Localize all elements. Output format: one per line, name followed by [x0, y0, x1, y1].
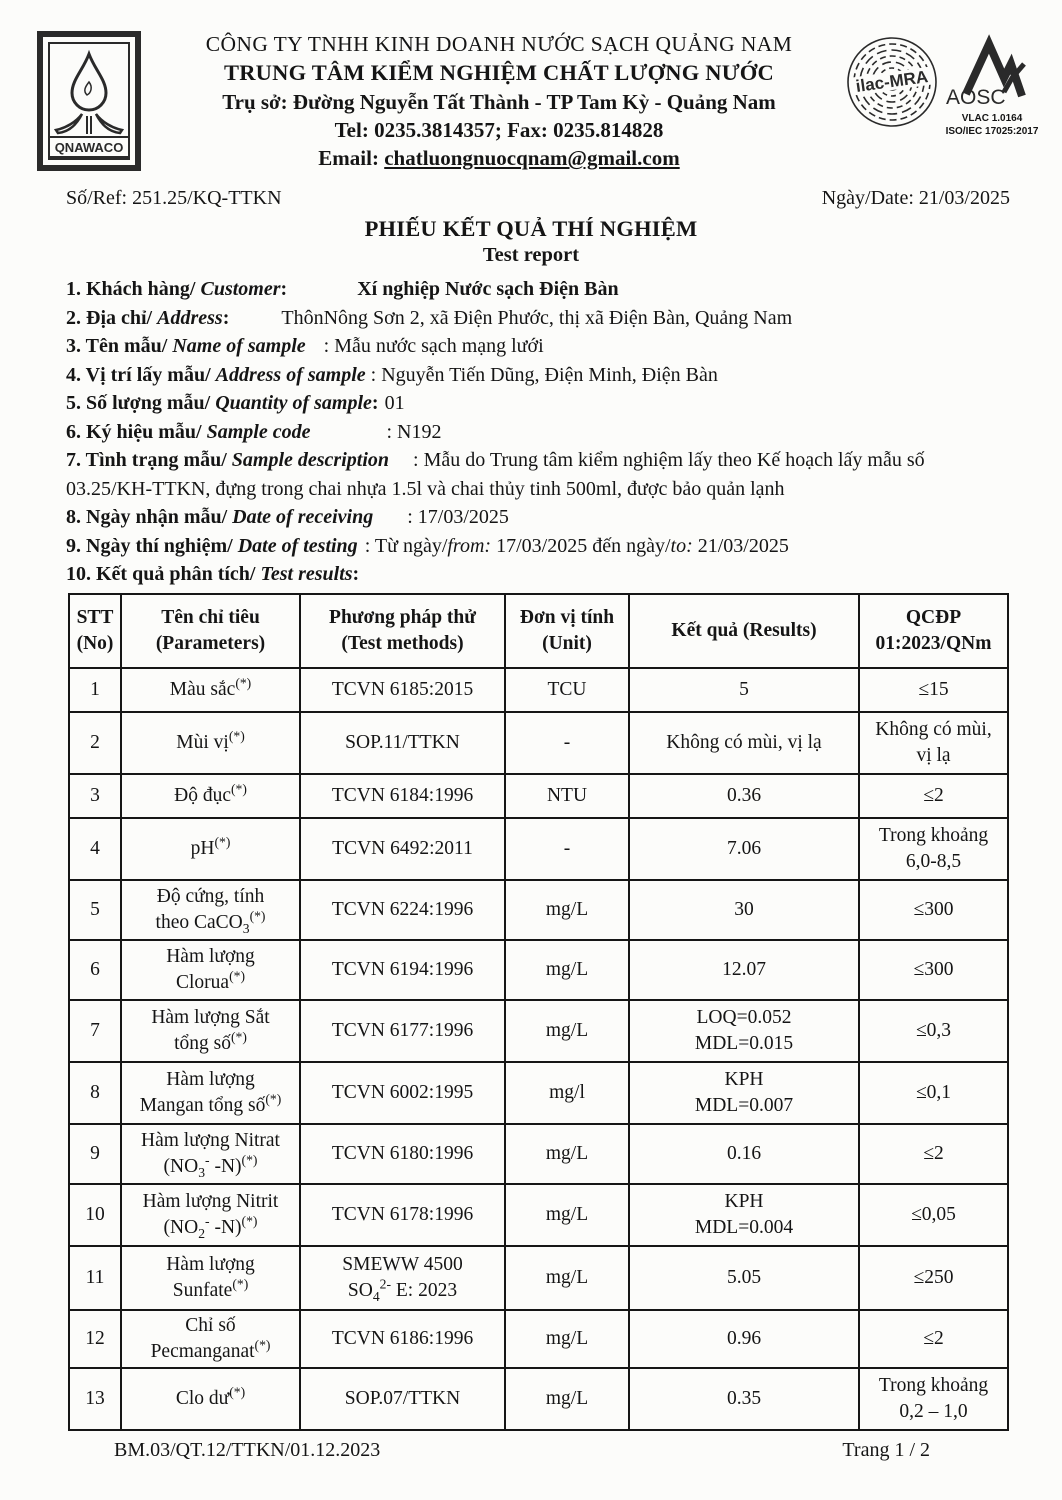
results-heading: 10. Kết quả phân tích/ Test results:: [66, 563, 360, 585]
table-row: 9 Hàm lượng Nitrat ($NO_3^-$ -N)(*) TCVN 6180:1996 mg/L 0.16 ≤2: [69, 1124, 1008, 1184]
col-header-param: Tên chỉ tiêu (Parameters): [121, 594, 300, 668]
info-sample-description: 7. Tình trạng mẫu/ Sample description : Mẫu do Trung tâm kiểm nghiệm lấy theo Kế hoạch lấy mẫu số 03.25/KH-TTKN, đựng trong chai nhựa 1.5l và chai thủy tinh 500ml, được bảo quản lạnh: [66, 449, 925, 500]
report-ref-number: Số/Ref: 251.25/KQ-TTKN: [66, 187, 282, 209]
info-sample-name: 3. Tên mẫu/ Name of sample : Mẫu nước sạch mạng lưới: [66, 335, 544, 357]
page-number: Trang 1 / 2: [842, 1439, 930, 1461]
qnawaco-logo-icon: [36, 30, 142, 172]
form-code: BM.03/QT.12/TTKN/01.12.2023: [114, 1439, 381, 1461]
col-header-stt: STT (No): [69, 594, 121, 668]
table-row: 3 Độ đục(*) TCVN 6184:1996 NTU 0.36 ≤2: [69, 774, 1008, 818]
title-block: [0, 216, 1062, 267]
sample-info-list: [0, 267, 1062, 589]
tel-fax-line: Tel: 0235.3814357; Fax: 0235.814828: [334, 118, 664, 142]
table-row: 8 Hàm lượng Mangan tổng số(*) TCVN 6002:1995 mg/l KPH MDL=0.007 ≤0,1: [69, 1062, 1008, 1124]
table-row: 6 Hàm lượng Clorua(*) TCVN 6194:1996 mg/L 12.07 ≤300: [69, 940, 1008, 1000]
info-customer: 1. Khách hàng/ Customer: Xí nghiệp Nước sạch Điện Bàn: [66, 278, 619, 300]
accreditation-marks: [844, 26, 1044, 138]
table-header-row: [69, 594, 1008, 668]
company-name: CÔNG TY TNHH KINH DOANH NƯỚC SẠCH QUẢNG NAM: [205, 32, 793, 56]
report-date: Ngày/Date: 21/03/2025: [821, 187, 1010, 209]
ref-date-row: [0, 177, 1062, 210]
table-row: 11 Hàm lượng Sunfate(*) SMEWW 4500 $SO_4^{2-}$ E: 2023 mg/L 5.05 ≤250: [69, 1246, 1008, 1310]
table-row: 12 Chỉ số Pecmanganat(*) TCVN 6186:1996 mg/L 0.96 ≤2: [69, 1310, 1008, 1368]
ilac-mra-text: ilac-MRA: [854, 67, 930, 96]
qnawaco-logo: [36, 26, 148, 177]
table-row: 13 Clo dư(*) SOP.07/TTKN mg/L 0.35 Trong khoảng 0,2 – 1,0: [69, 1368, 1008, 1430]
iso-standard: ISO/IEC 17025:2017: [945, 125, 1039, 137]
email-line: [158, 146, 840, 171]
table-row: 4 pH(*) TCVN 6492:2011 - 7.06 Trong khoảng 6,0-8,5: [69, 818, 1008, 880]
report-title-en: Test report: [482, 244, 580, 266]
table-row: 5 Độ cứng, tính theo CaCO$_3$(*) TCVN 6224:1996 mg/L 30 ≤300: [69, 880, 1008, 940]
col-header-method: Phương pháp thử (Test methods): [300, 594, 505, 668]
col-header-limit: QCĐP 01:2023/QNm: [859, 594, 1008, 668]
aosc-block: [944, 34, 1040, 138]
vlac-number: VLAC 1.0164: [961, 113, 1023, 124]
table-row: 1 Màu sắc(*) TCVN 6185:2015 TCU 5 ≤15: [69, 668, 1008, 712]
table-row: 10 Hàm lượng Nitrit ($NO_2^-$ -N)(*) TCVN 6178:1996 mg/L KPH MDL=0.004 ≤0,05: [69, 1184, 1008, 1246]
letterhead-text: [148, 26, 844, 171]
col-header-result: Kết quả (Results): [629, 594, 859, 668]
table-row: 2 Mùi vị(*) SOP.11/TTKN - Không có mùi, vị lạ Không có mùi, vị lạ: [69, 712, 1008, 774]
report-title-vi: PHIẾU KẾT QUẢ THÍ NGHIỆM: [364, 216, 698, 241]
info-date-receiving: 8. Ngày nhận mẫu/ Date of receiving : 17/03/2025: [66, 506, 509, 528]
head-office-address: Trụ sở: Đường Nguyễn Tất Thành - TP Tam Kỳ - Quảng Nam: [222, 90, 776, 114]
table-row: 7 Hàm lượng Sắt tổng số(*) TCVN 6177:1996 mg/L LOQ=0.052 MDL=0.015 ≤0,3: [69, 1000, 1008, 1062]
page-footer: [0, 1431, 1062, 1462]
info-sample-code: 6. Ký hiệu mẫu/ Sample code : N192: [66, 420, 442, 443]
letterhead: [0, 0, 1062, 177]
ilac-mra-seal-icon: [844, 34, 940, 130]
center-name: TRUNG TÂM KIỂM NGHIỆM CHẤT LƯỢNG NƯỚC: [224, 60, 774, 85]
info-sample-location: 4. Vị trí lấy mẫu/ Address of sample : Nguyễn Tiến Dũng, Điện Minh, Điện Bàn: [66, 363, 718, 386]
results-table: [68, 593, 1009, 1431]
email-label: Email:: [318, 146, 385, 170]
aosc-text: AOSC: [946, 86, 1006, 108]
info-address: 2. Địa chỉ/ Address: ThônNông Sơn 2, xã Điện Phước, thị xã Điện Bàn, Quảng Nam: [66, 306, 793, 329]
info-sample-quantity: 5. Số lượng mẫu/ Quantity of sample: 01: [66, 392, 405, 414]
col-header-unit: Đơn vị tính (Unit): [505, 594, 629, 668]
aosc-logo-icon: [944, 34, 1040, 108]
email-address: chatluongnuocqnam@gmail.com: [384, 146, 680, 170]
info-date-testing: 9. Ngày thí nghiệm/ Date of testing : Từ ngày/from: 17/03/2025 đến ngày/to: 21/03/2025: [66, 534, 789, 557]
qnawaco-logo-text: QNAWACO: [54, 140, 124, 155]
